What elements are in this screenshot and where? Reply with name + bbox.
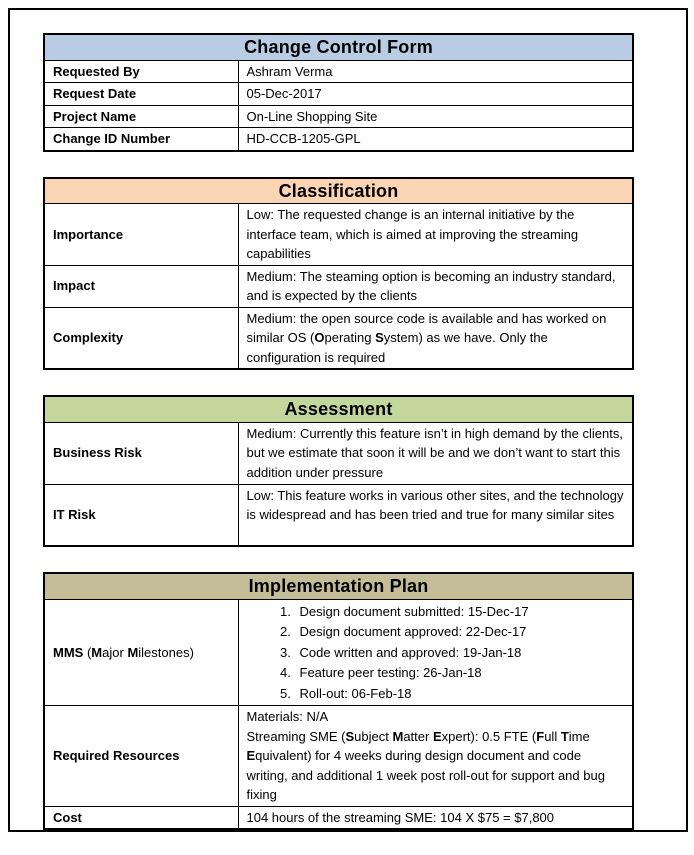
text-segment: Medium: Currently this feature isn’t in high demand by the clients, but we estimate that soon it will be and we don’t want to start this addition under pressure (246, 425, 623, 480)
row-value (238, 204, 633, 266)
row-label (44, 105, 238, 128)
text-segment: ubject (354, 728, 393, 744)
row-label (44, 307, 238, 369)
row-value (238, 265, 633, 307)
text-segment: ystem) as we have. Only the configuration is required (246, 330, 548, 365)
text-segment: Cost (53, 809, 82, 825)
text-segment: F (536, 728, 545, 744)
table-row (44, 706, 633, 807)
section-header-row (44, 396, 633, 422)
document-body (43, 33, 632, 855)
row-value (238, 83, 633, 106)
row-label (44, 204, 238, 266)
text-segment: Code written and approved: 19-Jan-18 (299, 644, 522, 660)
row-label (44, 806, 238, 829)
text-segment: IT Risk (53, 507, 96, 522)
text-segment: Complexity (53, 330, 124, 345)
section-table-assessment (43, 395, 634, 547)
milestone-item (295, 684, 625, 705)
paragraph (247, 727, 625, 805)
paragraph (247, 62, 625, 82)
text-segment: M (392, 728, 404, 744)
text-segment: Ashram Verma (246, 63, 333, 79)
section-header-row (44, 34, 633, 60)
text-segment: On-Line Shopping Site (246, 108, 378, 124)
text-segment: HD-CCB-1205-GPL (246, 131, 361, 146)
text-segment: E (432, 728, 442, 744)
section-title-assessment: Assessment (44, 396, 633, 422)
milestone-item (295, 643, 625, 664)
text-segment: O (314, 330, 325, 345)
text-segment: Design document approved: 22-Dec-17 (299, 624, 527, 639)
section-table-classification (43, 177, 634, 371)
row-value (238, 806, 633, 829)
row-label (44, 128, 238, 151)
row-value (238, 307, 633, 369)
section-table-implementation-plan (43, 572, 634, 830)
section-table-header (43, 33, 634, 152)
text-segment: quivalent) for 4 weeks during design document and code writing, and additional 1 week post roll-out for support and bug fixing (246, 748, 605, 802)
milestone-item (295, 602, 625, 623)
text-segment: 05-Dec-2017 (246, 86, 322, 101)
text-segment: Roll-out: 06-Feb-18 (299, 685, 412, 701)
row-value (238, 128, 633, 151)
paragraph (247, 424, 625, 483)
section-title-classification: Classification (44, 178, 633, 204)
paragraph (247, 808, 625, 828)
paragraph (247, 129, 625, 149)
section-title-implementation-plan: Implementation Plan (44, 573, 633, 599)
text-segment: ime (568, 728, 590, 744)
table-row (44, 307, 633, 369)
milestone-list (247, 602, 625, 705)
row-label (44, 599, 238, 706)
text-segment: Medium: the open source code is available and has worked on similar OS ( (246, 310, 607, 345)
table-row (44, 599, 633, 706)
text-segment: perating (324, 330, 376, 345)
table-row (44, 204, 633, 266)
milestone-item (295, 622, 625, 643)
paragraph (247, 107, 625, 127)
text-segment: Change ID Number (53, 131, 171, 146)
text-segment: M (91, 644, 103, 660)
table-row (44, 128, 633, 151)
row-value (238, 599, 633, 706)
paragraph (247, 84, 625, 104)
section-header-row (44, 178, 633, 204)
row-label (44, 484, 238, 546)
table-row (44, 83, 633, 106)
text-segment: Importance (53, 226, 124, 242)
table-row (44, 484, 633, 546)
table-row (44, 60, 633, 83)
row-value (238, 422, 633, 484)
text-segment: Business Risk (53, 445, 142, 461)
row-label (44, 60, 238, 83)
text-segment: Low: The requested change is an internal initiative by the interface team, which is aimed at improving the streaming capabilities (246, 207, 579, 261)
paragraph (247, 267, 625, 306)
row-value (238, 484, 633, 546)
row-label (44, 706, 238, 807)
text-segment: Feature peer testing: 26-Jan-18 (299, 665, 482, 680)
text-segment: ( (83, 644, 92, 660)
row-label (44, 422, 238, 484)
text-segment: Required Resources (53, 748, 180, 763)
text-segment: T (560, 728, 569, 744)
text-segment: Design document submitted: 15-Dec-17 (299, 603, 529, 619)
text-segment: Materials: N/A (246, 709, 329, 724)
table-row (44, 105, 633, 128)
text-segment: MMS (53, 644, 84, 660)
paragraph (247, 707, 625, 727)
text-segment: Low: This feature works in various other sites, and the technology is widespread and has been tried and true for many similar sites (246, 487, 624, 522)
section-title-header: Change Control Form (44, 34, 633, 60)
text-segment: S (375, 330, 384, 345)
row-value (238, 706, 633, 807)
section-header-row (44, 573, 633, 599)
text-segment: Impact (53, 278, 95, 294)
milestone-item (295, 663, 625, 684)
text-segment: E (246, 748, 256, 763)
text-segment: ajor (102, 644, 128, 660)
table-row (44, 265, 633, 307)
paragraph (247, 309, 625, 368)
text-segment: ull (544, 728, 561, 744)
row-value (238, 60, 633, 83)
paragraph (247, 205, 625, 264)
text-segment: 104 hours of the streaming SME: 104 X $75 = $7,800 (246, 809, 555, 825)
text-segment: xpert): 0.5 FTE ( (441, 728, 537, 744)
text-segment: atter (403, 728, 433, 744)
text-segment: Project Name (53, 108, 137, 124)
text-segment: S (345, 728, 355, 744)
row-label (44, 83, 238, 106)
text-segment: ilestones) (138, 644, 194, 660)
paragraph (247, 486, 625, 525)
row-value (238, 105, 633, 128)
table-row (44, 806, 633, 829)
text-segment: Streaming SME ( (246, 728, 346, 744)
table-row (44, 422, 633, 484)
row-label (44, 265, 238, 307)
text-segment: M (127, 644, 139, 660)
text-segment: Requested By (53, 63, 140, 79)
text-segment: Request Date (53, 86, 137, 101)
text-segment: Medium: The steaming option is becoming an industry standard, and is expected by the clients (246, 268, 616, 303)
